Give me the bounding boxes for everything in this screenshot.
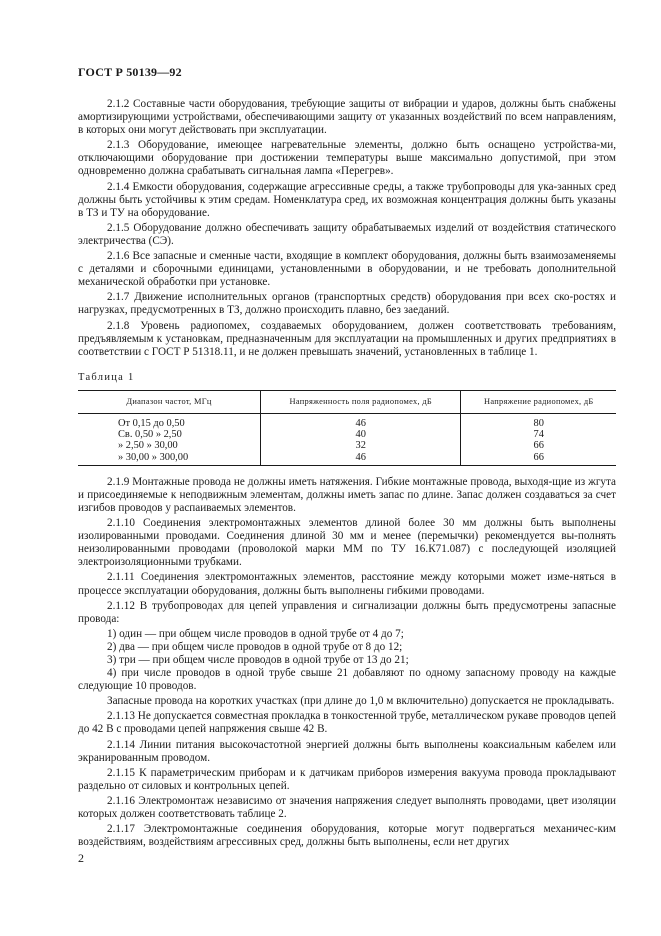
table-header-voltage: Напряжение радиопомех, дБ xyxy=(461,390,616,413)
paragraph-2-1-12: 2.1.12 В трубопроводах для цепей управления и сигнализации должны быть предусмотрены запасные провода: xyxy=(78,599,616,625)
paragraph-2-1-6: 2.1.6 Все запасные и сменные части, входящие в комплект оборудования, должны быть взаимозаменяемы с деталями и сборочными единицами, установленными в оборудовании, и не требовать дополнительной механической обработки при установке. xyxy=(78,250,616,289)
paragraph-2-1-13: 2.1.13 Не допускается совместная прокладка в тонкостенной трубе, металлическом рукаве проводов цепей до 42 В с проводами цепей напряжения свыше 42 В. xyxy=(78,710,616,736)
cell-frequency-range: От 0,15 до 0,50 xyxy=(118,417,185,429)
table-row xyxy=(78,429,616,440)
table-row xyxy=(78,440,616,451)
cell-frequency-range: » 30,00 » 300,00 xyxy=(78,452,261,466)
cell-voltage: 74 xyxy=(461,429,616,440)
table-label: Таблица 1 xyxy=(78,371,135,383)
cell-voltage: 80 xyxy=(461,413,616,429)
paragraph-2-1-16: 2.1.16 Электромонтаж независимо от значения напряжения следует выполнять проводами, цвет изоляции которых должен соответствовать таблице 2. xyxy=(78,794,616,821)
table-header-row xyxy=(78,390,616,413)
paragraph-2-1-5: 2.1.5 Оборудование должно обеспечивать защиту обрабатываемых изделий от воздействия статического электричества (СЭ). xyxy=(78,221,616,247)
document-header: ГОСТ Р 50139—92 xyxy=(78,65,182,79)
paragraph-spare-wires: Запасные провода на коротких участках (при длине до 1,0 м включительно) допускается не прокладывать. xyxy=(107,695,615,708)
paragraph-2-1-9: 2.1.9 Монтажные провода не должны иметь натяжения. Гибкие монтажные провода, выходя-щие из жгута и присоединяемые к неподвижным элементам, должны иметь запас по длине. Запас должен создаваться за счет изгибов проводов у распаиваемых элементов. xyxy=(78,475,616,514)
cell-frequency-range: Св. 0,50 » 2,50 xyxy=(118,429,182,441)
paragraph-2-1-11: 2.1.11 Соединения электромонтажных элементов, расстояние между которыми может изме-няться в процессе эксплуатации оборудования, должны быть выполнены гибкими проводами. xyxy=(78,571,616,597)
list-item: 3) три — при общем числе проводов в одной трубе от 13 до 21; xyxy=(107,654,409,666)
table-row xyxy=(78,413,616,429)
paragraph-2-1-10: 2.1.10 Соединения электромонтажных элементов длиной более 30 мм должны быть выполнены изолированными проводами. Соединения длиной 30 мм и менее (перемычки) рекомендуется вы-полнять неизолированными проводами (проволокой марки ММ по ТУ 16.К71.087) с последующей изоляцией электроизоляционными трубками. xyxy=(78,517,616,569)
cell-field-strength: 46 xyxy=(261,413,461,429)
paragraph-2-1-3: 2.1.3 Оборудование, имеющее нагревательные элементы, должно быть оснащено устройства-ми, отключающими оборудование при достижении температуры выше максимально допустимой, при этом одновременно должна срабатывать сигнальная лампа «Перегрев». xyxy=(78,139,616,178)
page-number: 2 xyxy=(78,851,84,865)
cell-voltage: 66 xyxy=(461,452,616,466)
list-item: 2) два — при общем числе проводов в одной трубе от 8 до 12; xyxy=(107,640,403,653)
paragraph-2-1-17: 2.1.17 Электромонтажные соединения оборудования, которые могут подвергаться механичес-ким воздействиям, воздействиям агрессивных сред, должны быть выполнены, если нет других xyxy=(78,823,616,849)
list-item: 1) один — при общем числе проводов в одной трубе от 4 до 7; xyxy=(107,627,404,640)
table-row xyxy=(78,452,616,466)
cell-field-strength: 40 xyxy=(261,429,461,440)
paragraph-2-1-15: 2.1.15 К параметрическим приборам и к датчикам приборов измерения вакуума провода прокладывают раздельно от силовых и контрольных цепей. xyxy=(78,766,616,792)
paragraph-2-1-4: 2.1.4 Емкости оборудования, содержащие агрессивные среды, а также трубопроводы для ука-занных сред должны быть устойчивы к этим средам. Номенклатура сред, их возможная концентрация должны быть указаны в ТЗ и ТУ на оборудование. xyxy=(78,180,616,219)
radio-interference-table xyxy=(78,390,616,466)
paragraph-2-1-8: 2.1.8 Уровень радиопомех, создаваемых оборудованием, должен соответствовать требованиям, предъявляемым к установкам, предназначенным для эксплуатации на промышленных и других предприятиях в соответствии с ГОСТ Р 51318.11, и не должен превышать значений, установленных в таблице 1. xyxy=(78,319,616,358)
list-item: 4) при числе проводов в одной трубе свыше 21 добавляют по одному запасному проводу на каждые следующие 10 проводов. xyxy=(78,667,616,693)
cell-frequency-range: » 2,50 » 30,00 xyxy=(118,440,178,452)
paragraph-2-1-14: 2.1.14 Линии питания высокочастотной энергией должны быть выполнены коаксиальным кабелем или экранированным проводом. xyxy=(78,738,616,764)
document-body xyxy=(78,98,616,851)
paragraph-2-1-2: 2.1.2 Составные части оборудования, требующие защиты от вибрации и ударов, должны быть снабжены амортизирующими устройствами, обеспечивающими защиту от указанных воздействий по всем направлениям, в которых они могут действовать при эксплуатации. xyxy=(78,98,616,137)
table-header-frequency: Диапазон частот, МГц xyxy=(78,390,261,413)
table-header-field: Напряженность поля радиопомех, дБ xyxy=(261,390,461,413)
paragraph-2-1-7: 2.1.7 Движение исполнительных органов (транспортных средств) оборудования при всех ско-ростях и нагрузках, предусмотренных в ТЗ, должно происходить плавно, без заеданий. xyxy=(78,291,616,317)
cell-field-strength: 46 xyxy=(261,452,461,466)
cell-field-strength: 32 xyxy=(261,440,461,451)
cell-voltage: 66 xyxy=(461,440,616,451)
